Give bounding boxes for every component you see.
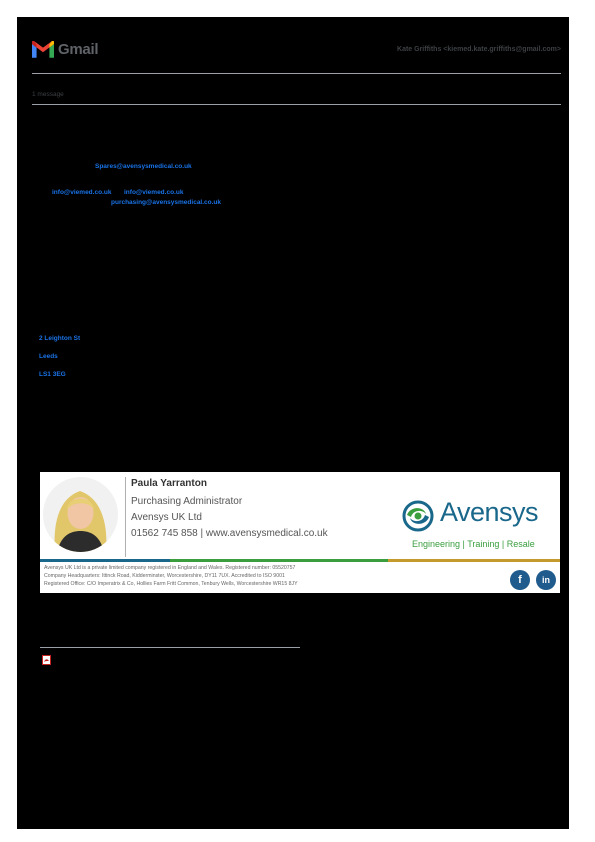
legal-line: Registered Office: C/O Imperatrix & Co, Hollies Farm Fritt Common, Tenbury Wells, Worcestershire WR15 8JY <box>44 580 298 587</box>
signature-role: Purchasing Administrator <box>131 496 243 507</box>
legal-text <box>44 565 464 588</box>
info-email-link-2[interactable]: info@viemed.co.uk <box>124 189 184 196</box>
header-divider <box>32 73 561 74</box>
info-email-link[interactable]: info@viemed.co.uk <box>52 189 112 196</box>
address-city[interactable]: Leeds <box>39 353 58 360</box>
pdf-attachment-icon[interactable] <box>42 655 51 665</box>
person-photo-icon <box>43 477 118 552</box>
gmail-logo <box>32 41 98 58</box>
signature-company: Avensys UK Ltd <box>131 512 202 523</box>
legal-line: Avensys UK Ltd is a private limited company registered in England and Wales. Registered number: 05520757 <box>44 565 296 571</box>
app-name: Gmail <box>58 41 99 58</box>
brand-name: Avensys <box>440 497 539 527</box>
spares-email-link[interactable]: Spares@avensysmedical.co.uk <box>95 163 192 170</box>
signature-contact[interactable]: 01562 745 858 | www.avensysmedical.co.uk <box>131 528 328 539</box>
facebook-icon[interactable]: f <box>510 570 530 590</box>
email-page <box>17 17 569 829</box>
signature-color-stripe <box>40 559 560 562</box>
email-signature <box>40 472 560 593</box>
avensys-swirl-icon <box>402 500 434 532</box>
gmail-m-icon <box>32 41 54 58</box>
address-street[interactable]: 2 Leighton St <box>39 335 81 342</box>
purchasing-email-link[interactable]: purchasing@avensysmedical.co.uk <box>111 199 222 206</box>
linkedin-icon[interactable]: in <box>536 570 556 590</box>
signature-name: Paula Yarranton <box>131 478 207 489</box>
avensys-logo <box>402 497 554 556</box>
attachments-divider <box>40 647 300 648</box>
message-count: 1 message <box>32 91 64 98</box>
address-postcode[interactable]: LS1 3EG <box>39 371 66 378</box>
signature-divider <box>125 477 126 557</box>
sender-name: Kate Griffiths <kiemed.kate.griffiths@gmail.com> <box>397 46 561 53</box>
thread-divider <box>32 104 561 105</box>
signature-photo <box>43 477 118 552</box>
brand-tagline: Engineering | Training | Resale <box>412 539 535 549</box>
legal-line: Company Headquarters: Ittinck Road, Kidderminster, Worcestershire, DY11 7UX. Accredited to ISO 9001 <box>44 572 285 579</box>
